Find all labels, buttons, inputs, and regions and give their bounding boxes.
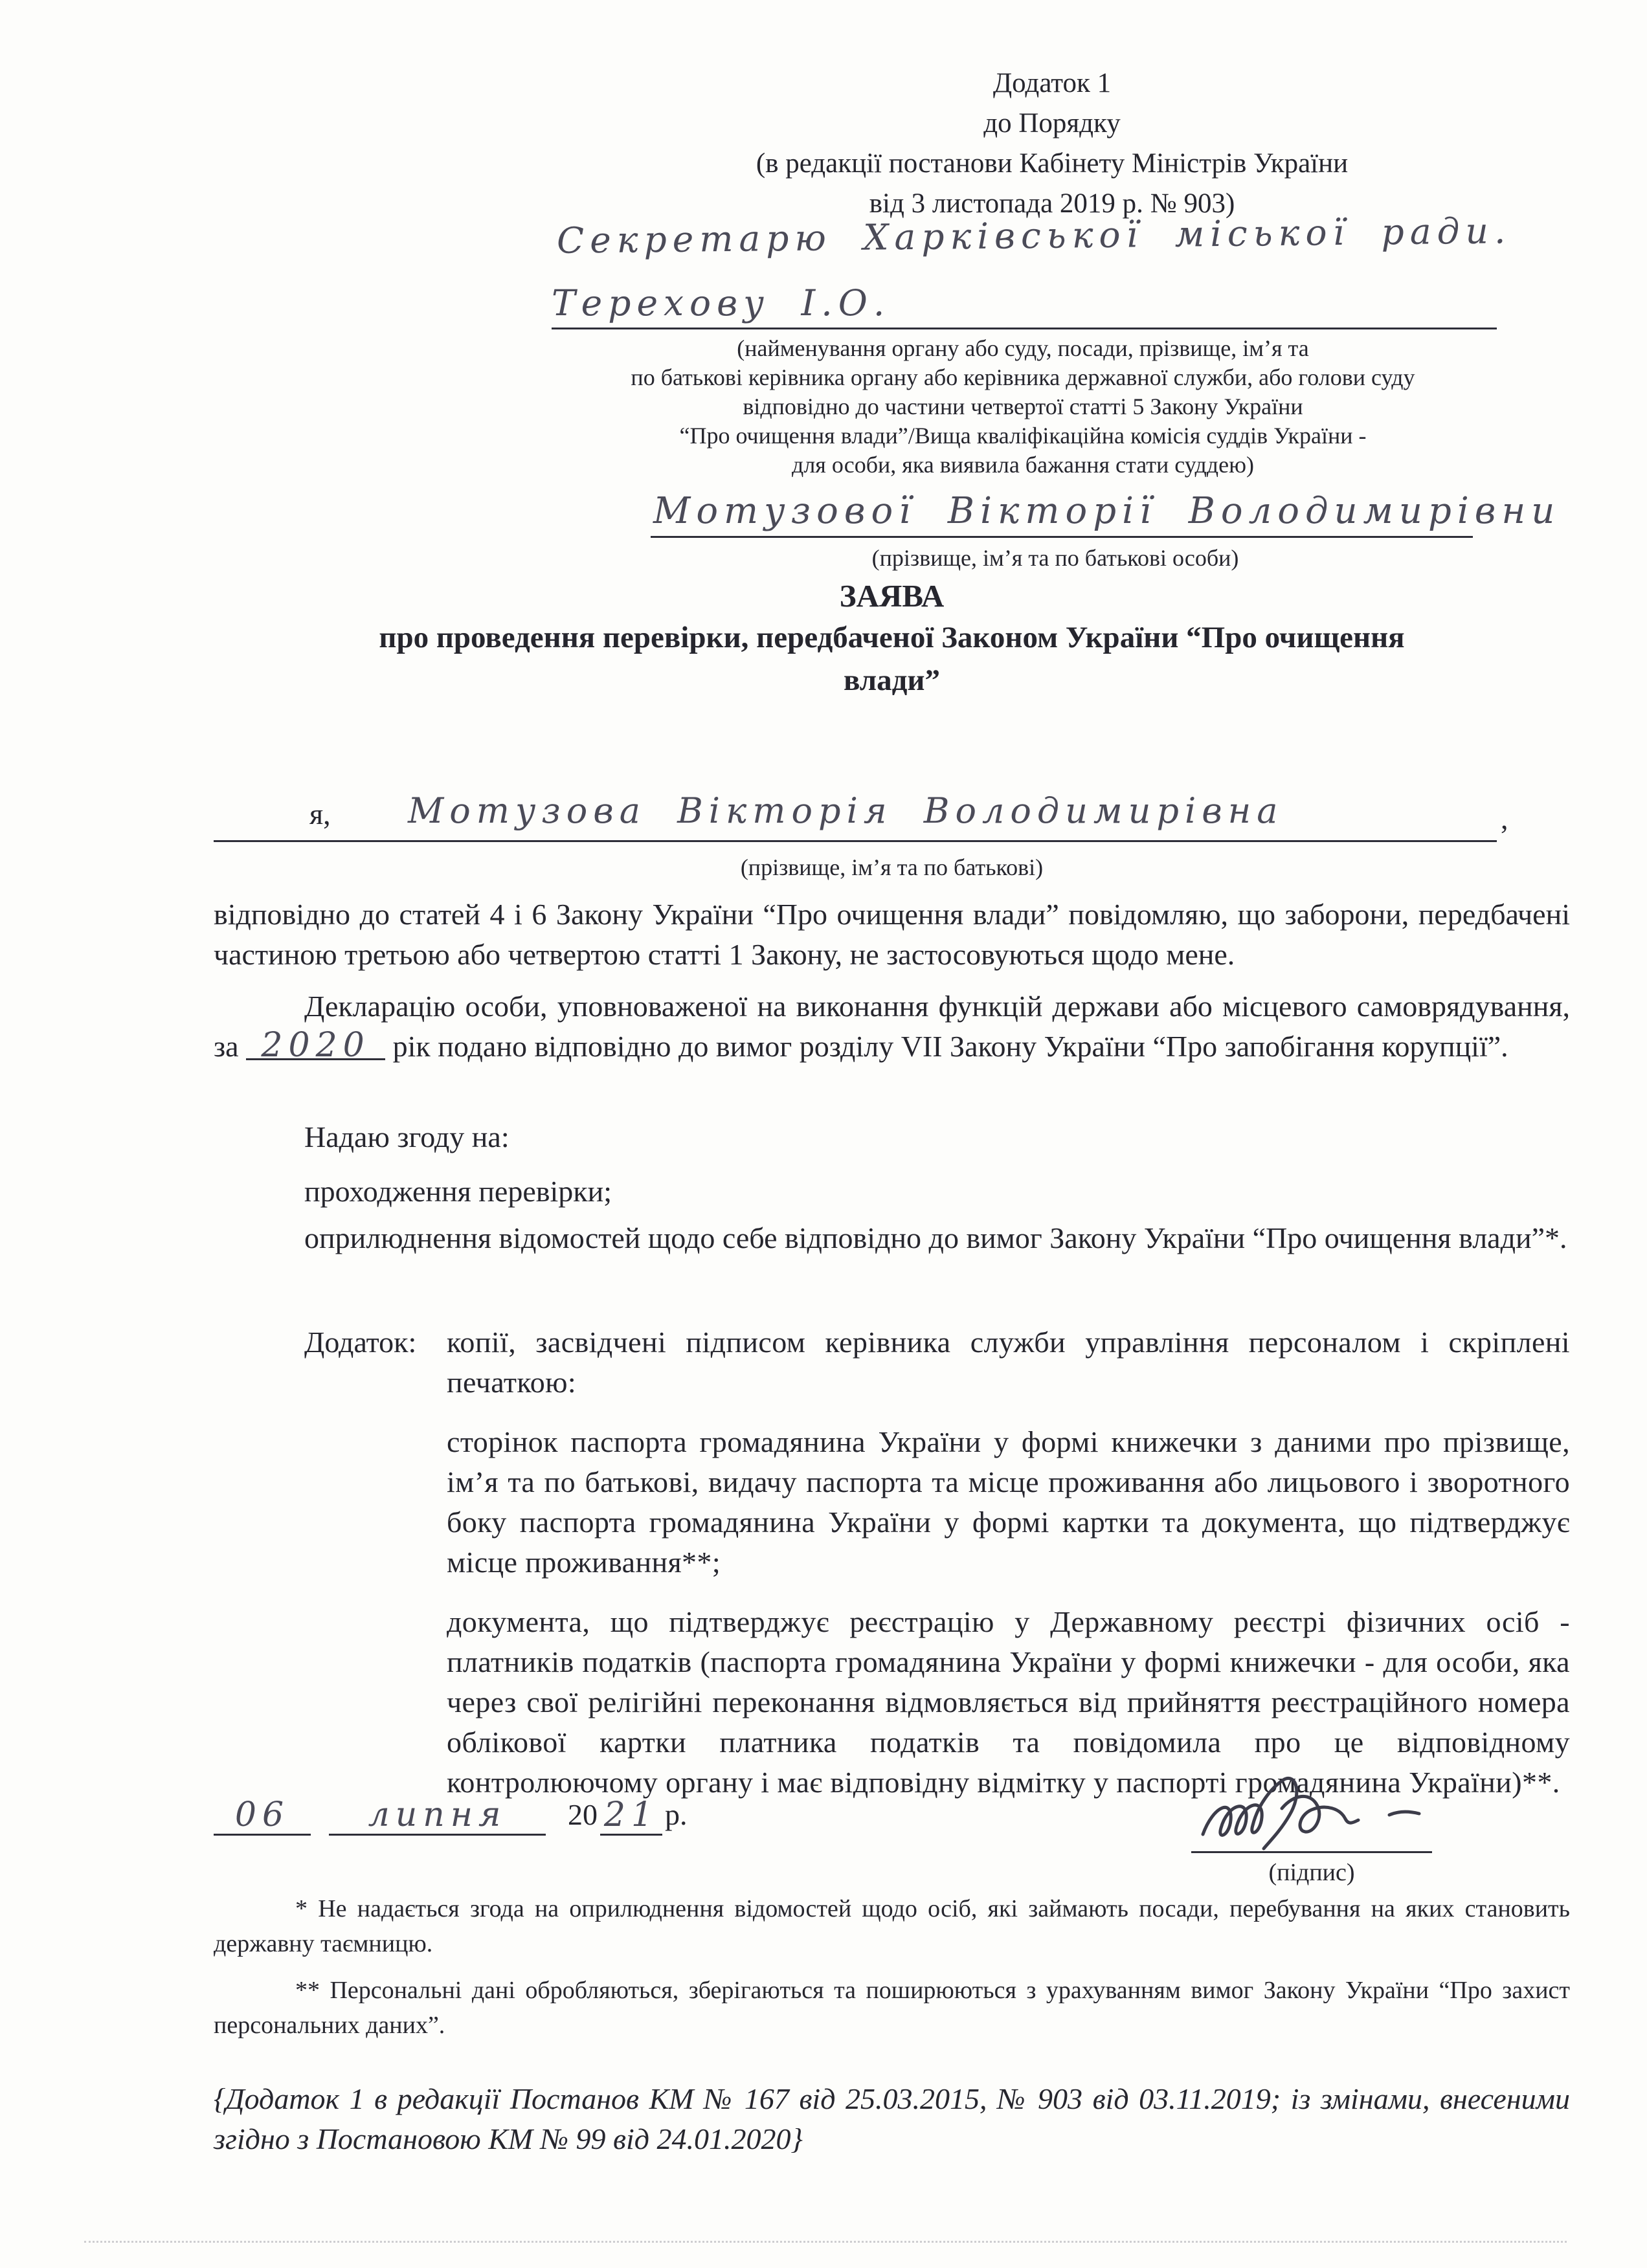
consent-item-2: оприлюднення відомостей щодо себе відповідно до вимог Закону України “Про очищення влади”*.: [304, 1221, 1567, 1254]
appendix-header-line: Додаток 1: [992, 68, 1112, 98]
signature-block: [1191, 1775, 1432, 1889]
attachment-intro: копії, засвідчені підписом керівника служби управління персоналом і скріплені печаткою:: [447, 1326, 1570, 1399]
paragraph-declaration: [214, 986, 1570, 1067]
consent-intro: Надаю згоду на:: [304, 1120, 510, 1153]
statement-title: [214, 576, 1570, 702]
appendix-header: [667, 63, 1437, 224]
applicant-name-caption: (прізвище, ім’я та по батькові): [740, 854, 1044, 880]
consent-item-1: проходження перевірки;: [304, 1175, 612, 1208]
appendix-header-line: до Порядку: [983, 108, 1121, 139]
recipient-field-caption: [511, 334, 1534, 480]
caption-line: “Про очищення влади”/Вища кваліфікаційна комісія суддів України -: [679, 423, 1367, 449]
declaration-text-before: Декларацію особи, уповноваженої на виконання функцій держави або місцевого самоврядування, за: [214, 990, 1570, 1063]
footnote-2: ** Персональні дані обробляються, зберігаються та поширюються з урахуванням вимог Закону України “Про захист персональних даних”.: [214, 1977, 1570, 2039]
applicant-prefix: я,: [309, 797, 331, 830]
scan-artifact-line: [84, 2241, 1567, 2243]
footnote-1: * Не надається згода на оприлюднення відомостей щодо осіб, які займають посади, перебування на яких становить державну таємницю.: [214, 1895, 1570, 1957]
date-year-fill: [600, 1796, 662, 1836]
recipient-fill-line: [552, 268, 1497, 329]
revision-note: {Додаток 1 в редакції Постанов КМ № 167 від 25.03.2015, № 903 від 03.11.2019; із змінами, внесеними згідно з Постановою КМ № 99 від 24.01.2020}: [214, 2082, 1570, 2155]
caption-line: відповідно до частини четвертої статті 5 Закону України: [743, 394, 1303, 419]
attachment-item-2: документа, що підтверджує реєстрацію у Державному реєстрі фізичних осіб - платників податків (паспорта громадянина України у формі книжечки - для особи, яка через свої релігійні переконання відмовляється від прийняття реєстраційного номера облікової картки платника податків та повідомила про це відповідному контролюючому органу і має відповідну відмітку у паспорті громадянина України)**.: [447, 1605, 1570, 1799]
recipient-handwritten-line-2: Терехову І.О.: [552, 282, 891, 324]
signature-caption: (підпис): [1268, 1859, 1355, 1886]
person-name-handwritten: Мотузової Вікторії Володимирівни: [653, 490, 1561, 532]
caption-line: для особи, яка виявила бажання стати суддею): [792, 452, 1254, 478]
date-day-handwritten: 06: [234, 1796, 290, 1834]
title-heading: ЗАЯВА: [839, 578, 945, 614]
recipient-handwritten-line-1: Секретарю Харківської міської ради.: [556, 210, 1512, 261]
appendix-header-line: (в редакції постанови Кабінету Міністрів України: [756, 148, 1349, 179]
person-name-caption: (прізвище, ім’я та по батькові особи): [871, 545, 1239, 571]
attachment-content: [447, 1322, 1570, 1822]
date-year-handwritten: 21: [603, 1796, 659, 1834]
person-name-fill-line: [651, 463, 1561, 538]
declaration-text-after: рік подано відповідно до вимог розділу VII Закону України “Про запобігання корупції”.: [385, 1030, 1508, 1063]
attachment-label: Додаток:: [304, 1326, 417, 1359]
date-year-suffix: р.: [665, 1798, 688, 1831]
title-subtitle-line: влади”: [844, 663, 940, 697]
date-line: [214, 1794, 688, 1836]
appendix-header-line: від 3 листопада 2019 р. № 903): [869, 188, 1235, 219]
date-year-printed-prefix: 20: [568, 1798, 598, 1831]
title-subtitle-line: про проведення перевірки, передбаченої Законом України “Про очищення: [379, 621, 1405, 654]
signature-scribble: [1191, 1775, 1432, 1853]
attachment-block: [214, 1322, 1570, 1822]
declaration-year-handwritten: 2020: [246, 1032, 385, 1060]
applicant-name-line: [214, 775, 1497, 842]
caption-line: (найменування органу або суду, посади, прізвище, ім’я та: [737, 335, 1309, 361]
date-day-fill: [214, 1796, 311, 1836]
date-month-handwritten: липня: [368, 1796, 507, 1834]
applicant-name-handwritten: Мотузова Вікторія Володимирівна: [408, 790, 1284, 831]
caption-line: по батькові керівника органу або керівника державної служби, або голови суду: [631, 364, 1415, 390]
attachment-item-1: сторінок паспорта громадянина України у формі книжечки з даними про прізвище, ім’я та по батькові, видачу паспорта та місце проживання або лицьового і зворотного боку паспорта громадянина України у формі картки та документа, що підтверджує місце проживання**;: [447, 1425, 1570, 1579]
date-month-fill: [329, 1796, 546, 1836]
paragraph-eligibility: відповідно до статей 4 і 6 Закону України “Про очищення влади” повідомляю, що заборони, передбачені частиною третьою або четвертою статті 1 Закону, не застосовуються щодо мене.: [214, 898, 1570, 971]
applicant-line-comma: ,: [1501, 802, 1508, 835]
